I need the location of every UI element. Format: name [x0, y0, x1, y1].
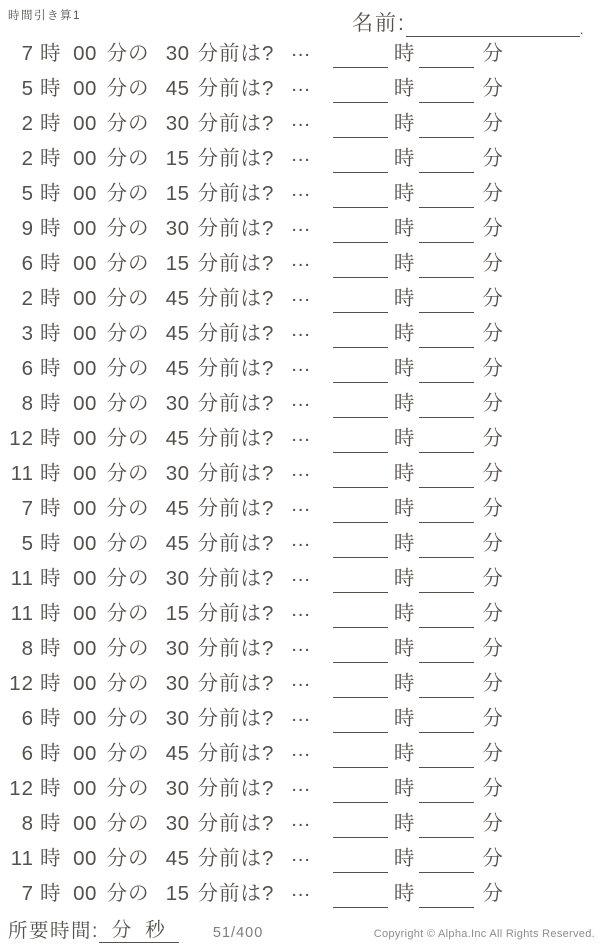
problem-hour: 11 — [10, 567, 34, 590]
zero-minutes: 00 — [73, 532, 97, 555]
hour-unit-label: 時 — [40, 707, 62, 730]
answer-hour-unit-label: 時 — [393, 392, 416, 415]
answer-hour-unit-label: 時 — [393, 287, 416, 310]
ellipsis: … — [290, 563, 311, 586]
minutes-before-label: 分前は? — [197, 147, 275, 170]
answer-hour-unit-label: 時 — [393, 532, 416, 555]
answer-minute-unit-label: 分 — [482, 882, 504, 905]
minutes-possessive-label: 分の — [106, 287, 150, 310]
answer-hour-unit-label: 時 — [393, 882, 416, 905]
answer-minute-unit-label: 分 — [482, 847, 504, 870]
answer-hour-unit-label: 時 — [393, 462, 416, 485]
hour-unit-label: 時 — [40, 637, 62, 660]
problem-hour: 6 — [21, 357, 34, 380]
answer-hour-blank[interactable] — [333, 428, 388, 453]
problem-minutes: 45 — [165, 497, 190, 520]
hour-unit-label: 時 — [40, 672, 62, 695]
problem-minutes: 30 — [165, 217, 190, 240]
hour-unit-label: 時 — [40, 392, 62, 415]
problem-hour: 11 — [10, 462, 34, 485]
zero-minutes: 00 — [73, 812, 97, 835]
answer-minute-unit-label: 分 — [482, 392, 504, 415]
answer-minute-blank[interactable] — [419, 393, 474, 418]
minutes-possessive-label: 分の — [106, 427, 150, 450]
ellipsis: … — [290, 458, 311, 481]
problem-minutes: 45 — [165, 427, 190, 450]
ellipsis: … — [290, 318, 311, 341]
answer-minute-blank[interactable] — [419, 638, 474, 663]
problem-minutes: 30 — [165, 392, 190, 415]
hour-unit-label: 時 — [40, 532, 62, 555]
minutes-before-label: 分前は? — [197, 357, 275, 380]
problem-minutes: 15 — [165, 602, 190, 625]
worksheet-title: 時間引き算1 — [8, 10, 81, 22]
hour-unit-label: 時 — [40, 252, 62, 275]
answer-minute-blank[interactable] — [419, 288, 474, 313]
answer-hour-unit-label: 時 — [393, 182, 416, 205]
ellipsis: … — [290, 493, 311, 516]
answer-hour-blank[interactable] — [333, 883, 388, 908]
elapsed-second-unit-label: 秒 — [145, 919, 167, 941]
answer-minute-unit-label: 分 — [482, 602, 504, 625]
answer-hour-unit-label: 時 — [393, 497, 416, 520]
answer-minute-unit-label: 分 — [482, 287, 504, 310]
zero-minutes: 00 — [73, 77, 97, 100]
minutes-before-label: 分前は? — [197, 112, 275, 135]
zero-minutes: 00 — [73, 182, 97, 205]
answer-hour-blank[interactable] — [333, 848, 388, 873]
answer-hour-blank[interactable] — [333, 288, 388, 313]
minutes-possessive-label: 分の — [106, 847, 150, 870]
name-field — [352, 7, 583, 37]
minutes-before-label: 分前は? — [197, 427, 275, 450]
minutes-possessive-label: 分の — [106, 777, 150, 800]
problem-hour: 9 — [21, 217, 34, 240]
problem-minutes: 30 — [165, 42, 190, 65]
answer-hour-unit-label: 時 — [393, 707, 416, 730]
hour-unit-label: 時 — [40, 777, 62, 800]
answer-hour-unit-label: 時 — [393, 357, 416, 380]
minutes-before-label: 分前は? — [197, 392, 275, 415]
answer-minute-blank[interactable] — [419, 218, 474, 243]
problem-minutes: 45 — [165, 322, 190, 345]
answer-minute-blank[interactable] — [419, 148, 474, 173]
answer-minute-blank[interactable] — [419, 498, 474, 523]
problem-hour: 11 — [10, 602, 34, 625]
problem-hour: 5 — [21, 182, 34, 205]
problem-hour: 11 — [10, 847, 34, 870]
zero-minutes: 00 — [73, 42, 97, 65]
minutes-before-label: 分前は? — [197, 217, 275, 240]
zero-minutes: 00 — [73, 602, 97, 625]
hour-unit-label: 時 — [40, 602, 62, 625]
problem-minutes: 30 — [165, 812, 190, 835]
minutes-possessive-label: 分の — [106, 497, 150, 520]
minutes-before-label: 分前は? — [197, 777, 275, 800]
hour-unit-label: 時 — [40, 462, 62, 485]
problem-hour: 2 — [21, 287, 34, 310]
answer-hour-unit-label: 時 — [393, 672, 416, 695]
hour-unit-label: 時 — [40, 322, 62, 345]
answer-minute-unit-label: 分 — [482, 182, 504, 205]
answer-hour-blank[interactable] — [333, 743, 388, 768]
problem-minutes: 45 — [165, 532, 190, 555]
answer-minute-unit-label: 分 — [482, 217, 504, 240]
hour-unit-label: 時 — [40, 77, 62, 100]
zero-minutes: 00 — [73, 112, 97, 135]
minutes-possessive-label: 分の — [106, 392, 150, 415]
zero-minutes: 00 — [73, 847, 97, 870]
answer-minute-unit-label: 分 — [482, 672, 504, 695]
minutes-before-label: 分前は? — [197, 847, 275, 870]
minutes-possessive-label: 分の — [106, 182, 150, 205]
answer-minute-blank[interactable] — [419, 183, 474, 208]
zero-minutes: 00 — [73, 882, 97, 905]
answer-hour-blank[interactable] — [333, 708, 388, 733]
answer-hour-blank[interactable] — [333, 323, 388, 348]
answer-hour-unit-label: 時 — [393, 602, 416, 625]
answer-minute-blank[interactable] — [419, 778, 474, 803]
answer-minute-unit-label: 分 — [482, 497, 504, 520]
answer-hour-unit-label: 時 — [393, 77, 416, 100]
problem-minutes: 15 — [165, 252, 190, 275]
answer-minute-unit-label: 分 — [482, 77, 504, 100]
hour-unit-label: 時 — [40, 147, 62, 170]
minutes-before-label: 分前は? — [197, 42, 275, 65]
minutes-possessive-label: 分の — [106, 742, 150, 765]
problem-hour: 8 — [21, 392, 34, 415]
problem-hour: 5 — [21, 532, 34, 555]
zero-minutes: 00 — [73, 567, 97, 590]
zero-minutes: 00 — [73, 392, 97, 415]
problem-hour: 12 — [9, 777, 34, 800]
answer-minute-unit-label: 分 — [482, 637, 504, 660]
ellipsis: … — [290, 528, 311, 551]
answer-hour-unit-label: 時 — [393, 322, 416, 345]
answer-minute-blank[interactable] — [419, 113, 474, 138]
answer-hour-unit-label: 時 — [393, 147, 416, 170]
zero-minutes: 00 — [73, 742, 97, 765]
problem-minutes: 30 — [165, 112, 190, 135]
name-label: 名前: — [352, 12, 406, 35]
answer-hour-blank[interactable] — [333, 148, 388, 173]
answer-hour-blank[interactable] — [333, 673, 388, 698]
ellipsis: … — [290, 73, 311, 96]
zero-minutes: 00 — [73, 252, 97, 275]
ellipsis: … — [290, 598, 311, 621]
minutes-before-label: 分前は? — [197, 602, 275, 625]
name-blank[interactable] — [406, 14, 580, 37]
problem-minutes: 45 — [165, 742, 190, 765]
ellipsis: … — [290, 703, 311, 726]
zero-minutes: 00 — [73, 707, 97, 730]
problem-hour: 8 — [21, 812, 34, 835]
ellipsis: … — [290, 283, 311, 306]
answer-minute-blank[interactable] — [419, 358, 474, 383]
zero-minutes: 00 — [73, 497, 97, 520]
answer-minute-unit-label: 分 — [482, 532, 504, 555]
answer-minute-unit-label: 分 — [482, 322, 504, 345]
hour-unit-label: 時 — [40, 847, 62, 870]
problem-list — [0, 38, 600, 918]
problem-hour: 6 — [21, 742, 34, 765]
problem-minutes: 15 — [165, 182, 190, 205]
answer-minute-unit-label: 分 — [482, 742, 504, 765]
hour-unit-label: 時 — [40, 182, 62, 205]
ellipsis: … — [290, 843, 311, 866]
answer-minute-blank[interactable] — [419, 883, 474, 908]
answer-minute-blank[interactable] — [419, 568, 474, 593]
answer-minute-blank[interactable] — [419, 78, 474, 103]
problem-minutes: 30 — [165, 707, 190, 730]
ellipsis: … — [290, 213, 311, 236]
minutes-before-label: 分前は? — [197, 322, 275, 345]
answer-hour-blank[interactable] — [333, 393, 388, 418]
minutes-before-label: 分前は? — [197, 707, 275, 730]
problem-hour: 7 — [21, 497, 34, 520]
hour-unit-label: 時 — [40, 497, 62, 520]
hour-unit-label: 時 — [40, 427, 62, 450]
hour-unit-label: 時 — [40, 42, 62, 65]
problem-hour: 12 — [9, 672, 34, 695]
elapsed-time-blank[interactable] — [99, 918, 179, 943]
minutes-possessive-label: 分の — [106, 357, 150, 380]
minutes-before-label: 分前は? — [197, 637, 275, 660]
zero-minutes: 00 — [73, 672, 97, 695]
answer-hour-blank[interactable] — [333, 253, 388, 278]
problem-hour: 8 — [21, 637, 34, 660]
minutes-possessive-label: 分の — [106, 147, 150, 170]
minutes-possessive-label: 分の — [106, 882, 150, 905]
problem-minutes: 45 — [165, 847, 190, 870]
zero-minutes: 00 — [73, 777, 97, 800]
answer-hour-blank[interactable] — [333, 463, 388, 488]
answer-minute-blank[interactable] — [419, 673, 474, 698]
ellipsis: … — [290, 808, 311, 831]
minutes-possessive-label: 分の — [106, 462, 150, 485]
problem-minutes: 15 — [165, 882, 190, 905]
minutes-possessive-label: 分の — [106, 602, 150, 625]
answer-minute-unit-label: 分 — [482, 707, 504, 730]
hour-unit-label: 時 — [40, 567, 62, 590]
answer-hour-blank[interactable] — [333, 813, 388, 838]
answer-hour-blank[interactable] — [333, 113, 388, 138]
answer-hour-blank[interactable] — [333, 568, 388, 593]
problem-hour: 2 — [21, 112, 34, 135]
minutes-possessive-label: 分の — [106, 532, 150, 555]
problem-minutes: 30 — [165, 567, 190, 590]
problem-hour: 6 — [21, 252, 34, 275]
answer-hour-unit-label: 時 — [393, 217, 416, 240]
answer-minute-unit-label: 分 — [482, 567, 504, 590]
answer-hour-unit-label: 時 — [393, 847, 416, 870]
problem-minutes: 45 — [165, 357, 190, 380]
answer-minute-blank[interactable] — [419, 743, 474, 768]
answer-minute-unit-label: 分 — [482, 357, 504, 380]
minutes-possessive-label: 分の — [106, 707, 150, 730]
answer-hour-unit-label: 時 — [393, 812, 416, 835]
ellipsis: … — [290, 773, 311, 796]
answer-minute-blank[interactable] — [419, 708, 474, 733]
problem-minutes: 45 — [165, 77, 190, 100]
minutes-before-label: 分前は? — [197, 287, 275, 310]
answer-hour-unit-label: 時 — [393, 427, 416, 450]
answer-hour-blank[interactable] — [333, 498, 388, 523]
ellipsis: … — [290, 143, 311, 166]
zero-minutes: 00 — [73, 462, 97, 485]
answer-hour-blank[interactable] — [333, 533, 388, 558]
answer-minute-unit-label: 分 — [482, 147, 504, 170]
minutes-possessive-label: 分の — [106, 77, 150, 100]
answer-hour-unit-label: 時 — [393, 112, 416, 135]
minutes-possessive-label: 分の — [106, 637, 150, 660]
ellipsis: … — [290, 353, 311, 376]
minutes-before-label: 分前は? — [197, 532, 275, 555]
answer-minute-blank[interactable] — [419, 323, 474, 348]
answer-hour-blank[interactable] — [333, 183, 388, 208]
ellipsis: … — [290, 388, 311, 411]
problem-minutes: 30 — [165, 637, 190, 660]
answer-hour-unit-label: 時 — [393, 637, 416, 660]
minutes-before-label: 分前は? — [197, 672, 275, 695]
problem-hour: 5 — [21, 77, 34, 100]
minutes-before-label: 分前は? — [197, 462, 275, 485]
problem-minutes: 45 — [165, 287, 190, 310]
minutes-before-label: 分前は? — [197, 882, 275, 905]
problem-hour: 3 — [21, 322, 34, 345]
minutes-before-label: 分前は? — [197, 77, 275, 100]
zero-minutes: 00 — [73, 637, 97, 660]
minutes-possessive-label: 分の — [106, 322, 150, 345]
hour-unit-label: 時 — [40, 812, 62, 835]
ellipsis: … — [290, 38, 311, 61]
ellipsis: … — [290, 108, 311, 131]
zero-minutes: 00 — [73, 322, 97, 345]
problem-hour: 6 — [21, 707, 34, 730]
minutes-before-label: 分前は? — [197, 567, 275, 590]
elapsed-minute-unit-label: 分 — [111, 919, 133, 941]
minutes-possessive-label: 分の — [106, 812, 150, 835]
problem-hour: 7 — [21, 42, 34, 65]
ellipsis: … — [290, 248, 311, 271]
hour-unit-label: 時 — [40, 742, 62, 765]
minutes-possessive-label: 分の — [106, 672, 150, 695]
answer-hour-blank[interactable] — [333, 603, 388, 628]
minutes-before-label: 分前は? — [197, 742, 275, 765]
answer-hour-blank[interactable] — [333, 218, 388, 243]
footer — [8, 915, 595, 943]
zero-minutes: 00 — [73, 147, 97, 170]
answer-minute-unit-label: 分 — [482, 427, 504, 450]
ellipsis: … — [290, 178, 311, 201]
ellipsis: … — [290, 878, 311, 901]
problem-hour: 12 — [9, 427, 34, 450]
ellipsis: … — [290, 633, 311, 656]
answer-minute-blank[interactable] — [419, 603, 474, 628]
answer-hour-blank[interactable] — [333, 43, 388, 68]
copyright-text: Copyright © Alpha.Inc All Rights Reserved. — [373, 928, 595, 940]
answer-minute-blank[interactable] — [419, 533, 474, 558]
hour-unit-label: 時 — [40, 357, 62, 380]
answer-hour-unit-label: 時 — [393, 567, 416, 590]
problem-hour: 7 — [21, 882, 34, 905]
answer-minute-unit-label: 分 — [482, 462, 504, 485]
minutes-possessive-label: 分の — [106, 112, 150, 135]
answer-minute-unit-label: 分 — [482, 777, 504, 800]
minutes-possessive-label: 分の — [106, 42, 150, 65]
answer-hour-blank[interactable] — [333, 778, 388, 803]
answer-hour-blank[interactable] — [333, 638, 388, 663]
problem-minutes: 15 — [165, 147, 190, 170]
problem-row — [0, 878, 600, 918]
answer-hour-unit-label: 時 — [393, 42, 416, 65]
answer-hour-blank[interactable] — [333, 78, 388, 103]
minutes-before-label: 分前は? — [197, 252, 275, 275]
answer-minute-unit-label: 分 — [482, 812, 504, 835]
zero-minutes: 00 — [73, 357, 97, 380]
answer-minute-unit-label: 分 — [482, 252, 504, 275]
ellipsis: … — [290, 668, 311, 691]
minutes-possessive-label: 分の — [106, 252, 150, 275]
zero-minutes: 00 — [73, 287, 97, 310]
problem-minutes: 30 — [165, 672, 190, 695]
problem-minutes: 30 — [165, 777, 190, 800]
answer-hour-unit-label: 時 — [393, 742, 416, 765]
answer-hour-unit-label: 時 — [393, 252, 416, 275]
answer-minute-blank[interactable] — [419, 463, 474, 488]
ellipsis: … — [290, 738, 311, 761]
problem-minutes: 30 — [165, 462, 190, 485]
answer-hour-unit-label: 時 — [393, 777, 416, 800]
answer-minute-blank[interactable] — [419, 43, 474, 68]
zero-minutes: 00 — [73, 217, 97, 240]
hour-unit-label: 時 — [40, 112, 62, 135]
hour-unit-label: 時 — [40, 287, 62, 310]
answer-minute-unit-label: 分 — [482, 42, 504, 65]
name-line-end-mark: . — [579, 22, 584, 37]
hour-unit-label: 時 — [40, 882, 62, 905]
answer-minute-unit-label: 分 — [482, 112, 504, 135]
minutes-before-label: 分前は? — [197, 497, 275, 520]
problem-hour: 2 — [21, 147, 34, 170]
minutes-before-label: 分前は? — [197, 812, 275, 835]
minutes-possessive-label: 分の — [106, 567, 150, 590]
answer-minute-blank[interactable] — [419, 428, 474, 453]
ellipsis: … — [290, 423, 311, 446]
page-number: 51/400 — [212, 925, 264, 941]
zero-minutes: 00 — [73, 427, 97, 450]
answer-minute-blank[interactable] — [419, 813, 474, 838]
minutes-before-label: 分前は? — [197, 182, 275, 205]
answer-hour-blank[interactable] — [333, 358, 388, 383]
answer-minute-blank[interactable] — [419, 848, 474, 873]
answer-minute-blank[interactable] — [419, 253, 474, 278]
elapsed-time-label: 所要時間: — [8, 920, 99, 942]
minutes-possessive-label: 分の — [106, 217, 150, 240]
hour-unit-label: 時 — [40, 217, 62, 240]
